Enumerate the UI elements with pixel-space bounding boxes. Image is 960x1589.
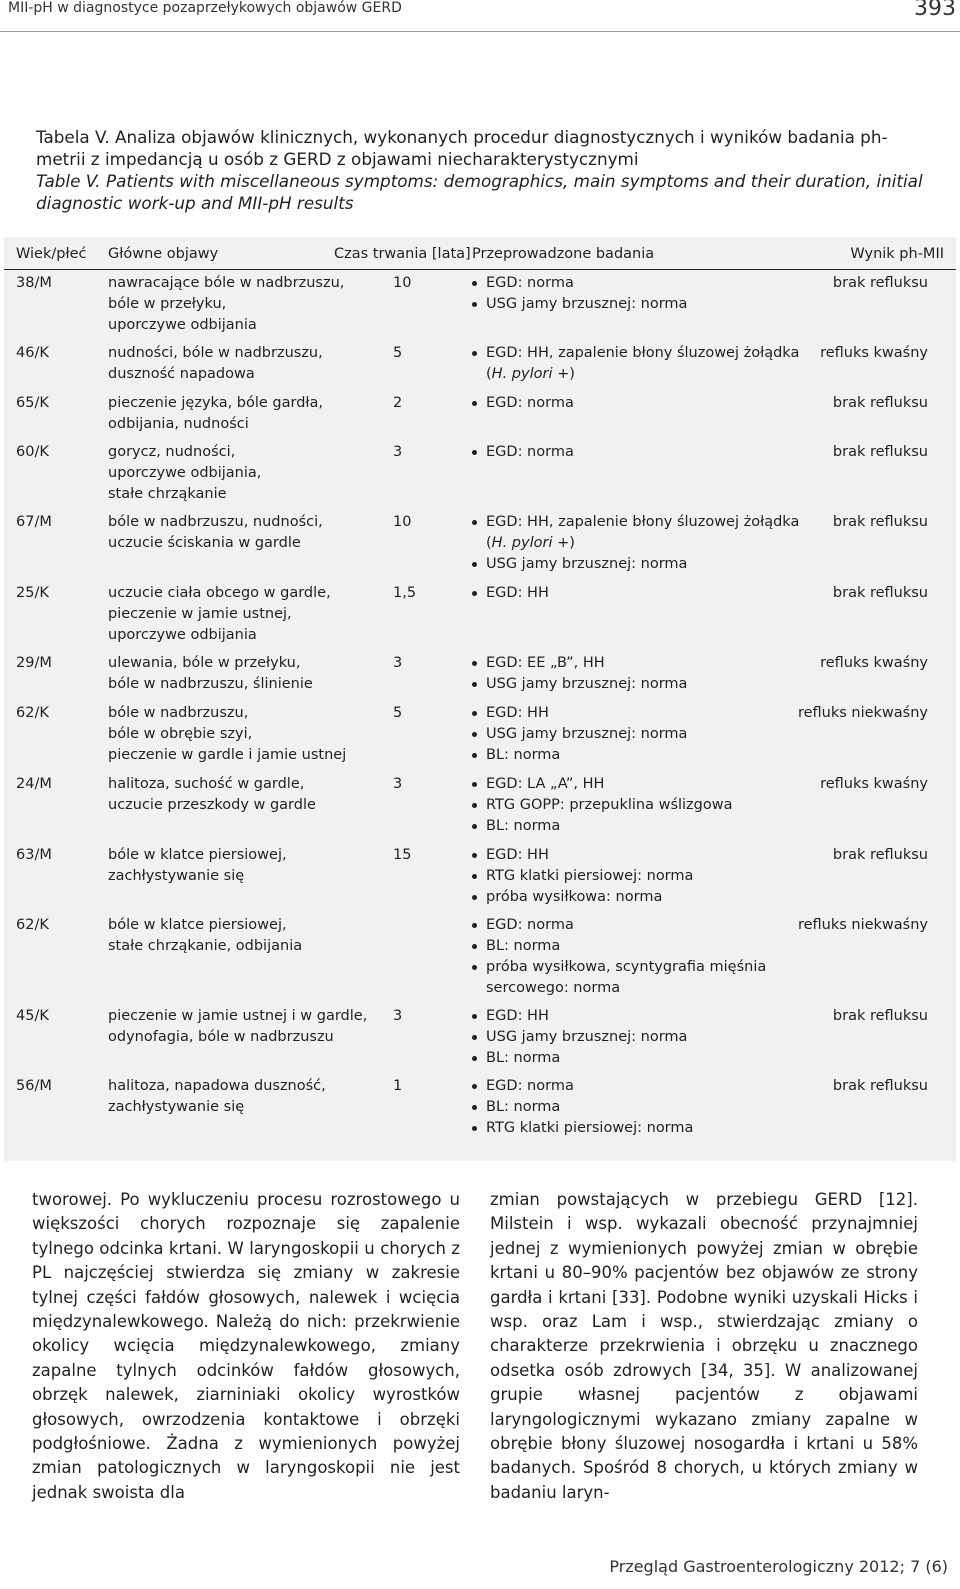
header-symptoms: Główne objawy [108,246,219,262]
caption-english [36,170,936,214]
cell-symptoms: pieczenie w jamie ustnej i w gardle, odynofagia, bóle w nadbrzuszu [108,1008,368,1045]
cell-age-sex: 24/M [16,776,52,792]
cell-procedures: EGD: norma BL: norma próba wysiłkowa, scyntygrafia mięśnia sercowego: norma [472,915,766,999]
cell-procedures: EGD: HH, zapalenie błony śluzowej żołądka (H. pylori +) USG jamy brzusznej: norma [472,512,799,575]
cell-age-sex: 62/K [16,705,49,721]
cell-duration: 3 [393,655,403,671]
cell-duration: 10 [393,275,412,291]
cell-procedures: EGD: HH RTG klatki piersiowej: norma próba wysiłkowa: norma [472,845,693,908]
cell-result: brak refluksu [832,585,928,601]
caption-polish [36,126,936,170]
cell-result: brak refluksu [832,1078,928,1094]
cell-age-sex: 45/K [16,1008,49,1024]
cell-duration: 5 [393,705,403,721]
symptoms-table [4,237,956,1161]
cell-procedures: EGD: norma BL: norma RTG klatki piersiowej: norma [472,1076,693,1139]
page-number: 393 [914,0,956,21]
caption-en-label: Table V. [36,171,101,191]
cell-procedures: EGD: norma [472,442,574,463]
cell-symptoms: halitoza, suchość w gardle, uczucie przeszkody w gardle [108,776,316,813]
cell-procedures: EGD: HH USG jamy brzusznej: norma BL: norma [472,1006,687,1069]
cell-symptoms: nawracające bóle w nadbrzuszu, bóle w przełyku, uporczywe odbijania [108,275,345,333]
cell-age-sex: 60/K [16,444,49,460]
cell-age-sex: 46/K [16,345,49,361]
cell-symptoms: uczucie ciała obcego w gardle, pieczenie w jamie ustnej, uporczywe odbijania [108,585,331,643]
cell-symptoms: bóle w nadbrzuszu, nudności, uczucie ściskania w gardle [108,514,323,551]
cell-result: brak refluksu [832,444,928,460]
running-header [0,0,960,32]
body-paragraph: tworowej. Po wykluczeniu procesu rozrostowego u większości chorych rozpoznaje się zapalenie tylnego odcinka krtani. W laryngoskopii u chorych z PL najczęściej stwierdza się zmiany w zakresie tylnej części fałdów głosowych, nalewek i wcięcia międzynalewkowego. Należą do nich: przekrwienie okolicy wcięcia międzynalewkowego, zmiany zapalne tylnych odcinków fałdów głosowych, obrzęk nalewek, ziarniniaki okolicy wyrostków głosowych, owrzodzenia kontaktowe i obrzęki podgłośniowe. Żadna z wymienionych powyżej zmian patologicznych w laryngoskopii nie jest jednak swoista dla [32,1190,460,1502]
cell-result: refluks niekwaśny [797,917,928,933]
cell-age-sex: 62/K [16,917,49,933]
header-procedures: Przeprowadzone badania [472,246,655,262]
body-column-right [490,1188,918,1505]
cell-result: brak refluksu [832,275,928,291]
cell-age-sex: 56/M [16,1078,52,1094]
table-caption [36,126,936,214]
cell-duration: 15 [393,847,412,863]
cell-duration: 1,5 [393,585,417,601]
cell-procedures: EGD: HH [472,583,549,604]
body-column-left [32,1188,460,1505]
cell-age-sex: 29/M [16,655,52,671]
cell-result: refluks kwaśny [820,345,928,361]
cell-duration: 1 [393,1078,403,1094]
cell-procedures: EGD: LA „A”, HH RTG GOPP: przepuklina wślizgowa BL: norma [472,774,733,837]
caption-pl-label: Tabela V. [36,127,110,147]
cell-duration: 3 [393,776,403,792]
cell-procedures: EGD: norma [472,393,574,414]
cell-age-sex: 65/K [16,395,49,411]
body-paragraph: zmian powstających w przebiegu GERD [12]. Milstein i wsp. wykazali obecność przynajmniej jednej z wymienionych powyżej zmian w obrębie krtani u 80–90% pacjentów bez objawów ze strony gardła i krtani [33]. Podobne wyniki uzyskali Hicks i wsp. oraz Lam i wsp., stwierdzając zmiany o charakterze przekrwienia i obrzęku u znacznego odsetka osób zdrowych [34, 35]. W analizowanej grupie własnej pacjentów z objawami laryngologicznymi wykazano zmiany zapalne w obrębie błony śluzowej nosogardła i krtani u 58% badanych. Spośród 8 chorych, u których zmiany w badaniu laryn- [490,1190,918,1502]
cell-symptoms: bóle w klatce piersiowej, stałe chrząkanie, odbijania [108,917,303,954]
cell-procedures: EGD: HH, zapalenie błony śluzowej żołądka (H. pylori +) [472,343,799,385]
cell-symptoms: bóle w klatce piersiowej, zachłystywanie się [108,847,287,884]
header-age-sex: Wiek/płeć [16,246,87,262]
running-title: MII-pH w diagnostyce pozaprzełykowych objawów GERD [8,0,402,16]
cell-symptoms: nudności, bóle w nadbrzuszu, duszność napadowa [108,345,323,382]
cell-result: refluks kwaśny [820,655,928,671]
cell-result: refluks kwaśny [820,776,928,792]
cell-procedures: EGD: EE „B”, HH USG jamy brzusznej: norma [472,653,687,695]
cell-age-sex: 25/K [16,585,49,601]
cell-result: brak refluksu [832,395,928,411]
cell-symptoms: pieczenie języka, bóle gardła, odbijania, nudności [108,395,324,432]
header-result: Wynik ph-MII [850,246,944,262]
caption-pl-text: Analiza objawów klinicznych, wykonanych procedur diagnostycznych i wyników badania ph-metrii z impedancją u osób z GERD z objawami niecharakterystycznymi [36,127,888,169]
cell-result: refluks niekwaśny [797,705,928,721]
cell-symptoms: ulewania, bóle w przełyku, bóle w nadbrzuszu, ślinienie [108,655,313,692]
cell-symptoms: bóle w nadbrzuszu, bóle w obrębie szyi, pieczenie w gardle i jamie ustnej [108,705,347,763]
cell-duration: 3 [393,1008,403,1024]
cell-age-sex: 63/M [16,847,52,863]
cell-symptoms: halitoza, napadowa duszność, zachłystywanie się [108,1078,326,1115]
cell-duration: 2 [393,395,403,411]
cell-procedures: EGD: HH USG jamy brzusznej: norma BL: norma [472,703,687,766]
cell-result: brak refluksu [832,847,928,863]
cell-result: brak refluksu [832,514,928,530]
cell-procedures: EGD: norma USG jamy brzusznej: norma [472,273,687,315]
table-header [4,237,956,270]
cell-symptoms: gorycz, nudności, uporczywe odbijania, stałe chrząkanie [108,444,262,502]
cell-result: brak refluksu [832,1008,928,1024]
caption-en-text: Patients with miscellaneous symptoms: demographics, main symptoms and their duration, initial diagnostic work-up and MII-pH results [36,171,923,213]
cell-age-sex: 38/M [16,275,52,291]
header-duration: Czas trwania [lata] [334,246,471,262]
cell-duration: 3 [393,444,403,460]
journal-footer: Przegląd Gastroenterologiczny 2012; 7 (6) [609,1557,948,1576]
cell-duration: 5 [393,345,403,361]
cell-duration: 10 [393,514,412,530]
cell-age-sex: 67/M [16,514,52,530]
